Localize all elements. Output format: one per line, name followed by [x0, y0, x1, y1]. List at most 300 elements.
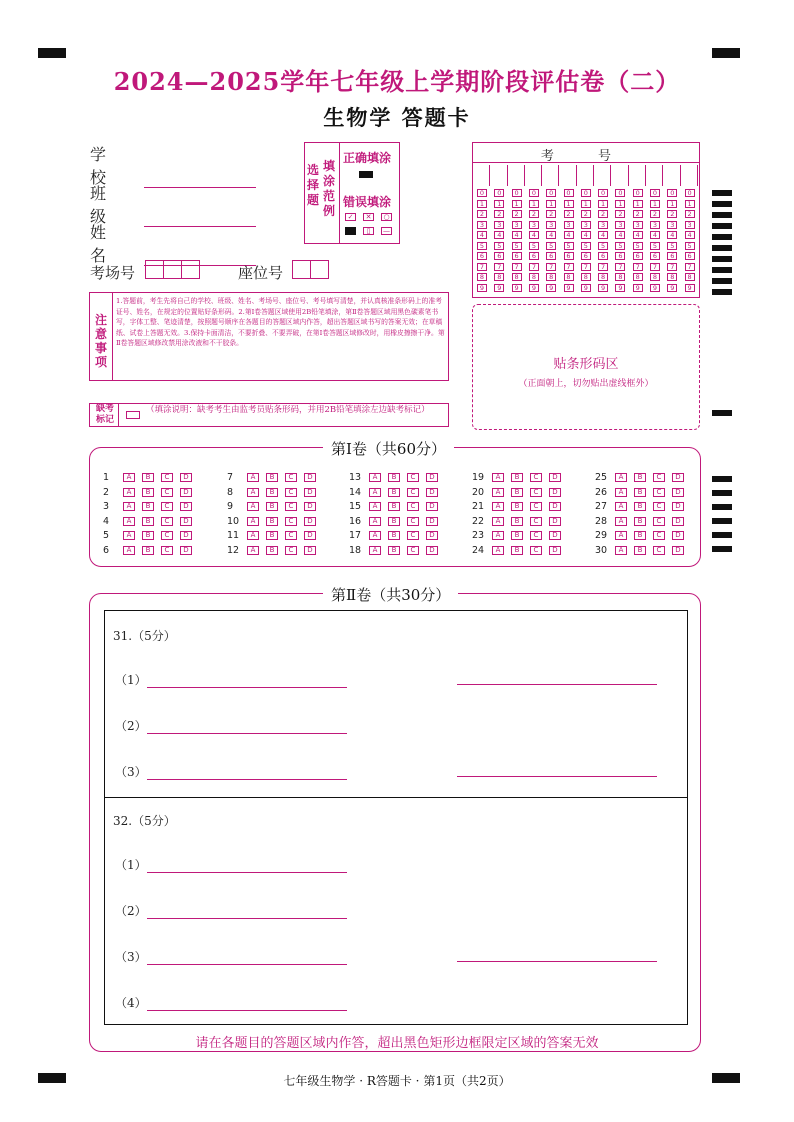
mc-option-bubble[interactable]: C [285, 502, 297, 511]
mc-option-bubble[interactable]: B [388, 517, 400, 526]
exam-digit-bubble[interactable]: 7 [667, 263, 677, 271]
exam-digit-bubble[interactable]: 6 [477, 252, 487, 260]
q32-sub-4[interactable] [115, 994, 347, 1011]
exam-digit-bubble[interactable]: 7 [650, 263, 660, 271]
mc-option-bubble[interactable]: C [161, 502, 173, 511]
exam-digit-bubble[interactable]: 5 [494, 242, 504, 250]
mc-option-bubble[interactable]: D [549, 502, 561, 511]
exam-digit-cell[interactable] [577, 165, 594, 186]
exam-digit-bubble[interactable]: 3 [477, 221, 487, 229]
exam-digit-bubble[interactable]: 3 [546, 221, 556, 229]
mc-option-bubble[interactable]: D [180, 502, 192, 511]
answer-area-32[interactable] [104, 797, 688, 1025]
exam-digit-bubble[interactable]: 6 [581, 252, 591, 260]
exam-digit-bubble[interactable]: 1 [564, 200, 574, 208]
exam-digit-bubble[interactable]: 1 [615, 200, 625, 208]
exam-digit-bubble[interactable]: 9 [512, 284, 522, 292]
exam-digit-bubble[interactable]: 8 [633, 273, 643, 281]
exam-digit-bubble[interactable]: 9 [581, 284, 591, 292]
exam-digit-bubble[interactable]: 6 [564, 252, 574, 260]
class-label: 班级 [90, 184, 121, 226]
exam-digit-bubble[interactable]: 8 [529, 273, 539, 281]
mc-option-bubble[interactable]: C [653, 488, 665, 497]
exam-digit-bubble[interactable]: 4 [633, 231, 643, 239]
exam-digit-bubble[interactable]: 4 [581, 231, 591, 239]
mc-option-bubble[interactable]: D [180, 488, 192, 497]
mc-option-bubble[interactable]: A [492, 473, 504, 482]
mc-option-bubble[interactable]: B [142, 502, 154, 511]
exam-digit-bubble[interactable]: 2 [477, 210, 487, 218]
mc-option-bubble[interactable]: B [634, 517, 646, 526]
exam-digit-bubble[interactable]: 5 [685, 242, 695, 250]
mc-option-bubble[interactable]: D [672, 488, 684, 497]
exam-digit-bubble[interactable]: 6 [633, 252, 643, 260]
mc-option-bubble[interactable]: D [672, 502, 684, 511]
mc-option-bubble[interactable]: C [161, 488, 173, 497]
exam-digit-bubble[interactable]: 2 [685, 210, 695, 218]
answer-area-31[interactable] [104, 610, 688, 798]
exam-digit-bubble[interactable]: 2 [581, 210, 591, 218]
mc-question-row [349, 545, 445, 556]
mc-question-row [595, 530, 691, 541]
mc-option-bubble[interactable]: D [426, 488, 438, 497]
mc-option-bubble[interactable]: B [266, 546, 278, 555]
exam-digit-bubble[interactable]: 0 [581, 189, 591, 197]
mc-option-bubble[interactable]: C [285, 517, 297, 526]
exam-digit-bubble[interactable]: 3 [615, 221, 625, 229]
exam-digit-bubble[interactable]: 4 [477, 231, 487, 239]
exam-digit-bubble[interactable]: 1 [598, 200, 608, 208]
exam-digit-bubble[interactable]: 2 [667, 210, 677, 218]
mc-option-bubble[interactable]: A [492, 502, 504, 511]
mc-option-bubble[interactable]: B [142, 517, 154, 526]
mc-option-bubble[interactable]: A [369, 488, 381, 497]
exam-digit-bubble[interactable]: 3 [650, 221, 660, 229]
exam-digit-bubble[interactable]: 5 [564, 242, 574, 250]
mc-option-bubble[interactable]: B [634, 546, 646, 555]
exam-digit-bubble[interactable]: 8 [598, 273, 608, 281]
mc-option-bubble[interactable]: B [142, 546, 154, 555]
mc-option-bubble[interactable]: A [123, 502, 135, 511]
mc-option-bubble[interactable]: A [247, 488, 259, 497]
mc-option-bubble[interactable]: A [615, 502, 627, 511]
exam-digit-bubble[interactable]: 4 [615, 231, 625, 239]
exam-digit-bubble[interactable]: 6 [598, 252, 608, 260]
exam-digit-bubble[interactable]: 1 [494, 200, 504, 208]
exam-digit-bubble[interactable]: 3 [581, 221, 591, 229]
mc-option-bubble[interactable]: A [492, 517, 504, 526]
mc-option-bubble[interactable]: A [369, 546, 381, 555]
exam-digit-cell[interactable] [473, 165, 490, 186]
exam-digit-bubble[interactable]: 3 [494, 221, 504, 229]
exam-digit-bubble[interactable]: 0 [477, 189, 487, 197]
exam-digit-bubble[interactable]: 9 [494, 284, 504, 292]
half-icon: ▯ [363, 227, 374, 235]
mc-option-bubble[interactable]: C [407, 517, 419, 526]
timing-mark [712, 532, 732, 538]
exam-digit-bubble[interactable]: 2 [546, 210, 556, 218]
mc-option-bubble[interactable]: A [369, 517, 381, 526]
mc-option-bubble[interactable]: D [180, 517, 192, 526]
exam-digit-bubble[interactable]: 2 [494, 210, 504, 218]
q32-sub-3[interactable] [115, 948, 347, 965]
mc-option-bubble[interactable]: D [304, 502, 316, 511]
exam-digit-bubble[interactable]: 7 [633, 263, 643, 271]
exam-digit-bubble[interactable]: 2 [564, 210, 574, 218]
mc-option-bubble[interactable]: A [247, 531, 259, 540]
mc-option-bubble[interactable]: D [304, 488, 316, 497]
exam-digit-bubble[interactable]: 9 [546, 284, 556, 292]
exam-digit-bubble[interactable]: 9 [564, 284, 574, 292]
exam-digit-bubble[interactable]: 8 [477, 273, 487, 281]
mc-option-bubble[interactable]: D [549, 488, 561, 497]
mc-option-bubble[interactable]: C [407, 488, 419, 497]
mc-option-bubble[interactable]: B [388, 546, 400, 555]
exam-digit-bubble[interactable]: 2 [633, 210, 643, 218]
exam-digit-bubble[interactable]: 0 [494, 189, 504, 197]
exam-digit-bubble[interactable]: 2 [650, 210, 660, 218]
exam-digit-bubble[interactable]: 5 [581, 242, 591, 250]
mc-option-bubble[interactable]: C [653, 517, 665, 526]
exam-digit-bubble[interactable]: 8 [512, 273, 522, 281]
mc-option-bubble[interactable]: D [304, 546, 316, 555]
exam-digit-bubble[interactable]: 0 [667, 189, 677, 197]
exam-digit-bubble[interactable]: 3 [598, 221, 608, 229]
exam-digit-bubble[interactable]: 6 [546, 252, 556, 260]
mc-option-bubble[interactable]: C [530, 546, 542, 555]
exam-digit-bubble[interactable]: 7 [564, 263, 574, 271]
exam-digit-bubble[interactable]: 9 [529, 284, 539, 292]
exam-digit-cell[interactable] [542, 165, 559, 186]
mc-option-bubble[interactable]: C [161, 517, 173, 526]
mc-option-bubble[interactable]: A [123, 517, 135, 526]
exam-digit-bubble[interactable]: 9 [615, 284, 625, 292]
mc-option-bubble[interactable]: A [123, 546, 135, 555]
exam-digit-bubble[interactable]: 4 [529, 231, 539, 239]
mc-option-bubble[interactable]: B [511, 488, 523, 497]
exam-digit-bubble[interactable]: 1 [546, 200, 556, 208]
mc-question-row [472, 530, 568, 541]
q31-sub-1-line-2[interactable] [457, 684, 657, 685]
exam-digit-bubble[interactable]: 2 [512, 210, 522, 218]
page-footer: 七年级生物学 · R答题卡 · 第1页（共2页） [283, 1074, 511, 1088]
exam-digit-bubble[interactable]: 8 [494, 273, 504, 281]
q32-sub-1[interactable] [115, 856, 347, 873]
seat-cells[interactable] [293, 260, 329, 279]
exam-digit-bubble[interactable]: 3 [564, 221, 574, 229]
mc-option-bubble[interactable]: D [549, 517, 561, 526]
mc-option-bubble[interactable]: B [388, 488, 400, 497]
mc-option-bubble[interactable]: A [247, 517, 259, 526]
mc-option-bubble[interactable]: A [492, 531, 504, 540]
mc-option-bubble[interactable]: D [549, 546, 561, 555]
exam-digit-bubble[interactable]: 5 [650, 242, 660, 250]
mc-option-bubble[interactable]: C [653, 546, 665, 555]
mc-option-bubble[interactable]: C [407, 546, 419, 555]
exam-room-cells[interactable] [146, 260, 200, 279]
mc-option-bubble[interactable]: A [369, 502, 381, 511]
exam-digit-bubble[interactable]: 6 [512, 252, 522, 260]
exam-digit-bubble[interactable]: 0 [529, 189, 539, 197]
exam-digit-bubble[interactable]: 2 [615, 210, 625, 218]
timing-mark [712, 190, 732, 196]
exam-digit-bubble[interactable]: 4 [685, 231, 695, 239]
exam-digit-bubble[interactable]: 7 [598, 263, 608, 271]
exam-digit-bubble[interactable]: 4 [546, 231, 556, 239]
exam-digit-bubble[interactable]: 7 [512, 263, 522, 271]
mc-option-bubble[interactable]: D [426, 502, 438, 511]
mc-question-number: 6 [103, 545, 110, 556]
exam-digit-bubble[interactable]: 4 [598, 231, 608, 239]
mc-option-bubble[interactable]: B [511, 531, 523, 540]
mc-option-bubble[interactable]: C [285, 488, 297, 497]
timing-mark [712, 278, 732, 284]
mc-option-bubble[interactable]: C [161, 546, 173, 555]
exam-digit-bubble[interactable]: 8 [685, 273, 695, 281]
mc-question-row [472, 516, 568, 527]
exam-digit-bubble[interactable]: 7 [581, 263, 591, 271]
exam-digit-bubble[interactable]: 6 [650, 252, 660, 260]
exam-digit-bubble[interactable]: 3 [512, 221, 522, 229]
mc-option-bubble[interactable]: A [615, 488, 627, 497]
notes-box [89, 292, 449, 381]
fill-side-label-2: 填涂范例 [323, 159, 336, 218]
mc-option-bubble[interactable]: B [511, 546, 523, 555]
mc-option-bubble[interactable]: B [266, 502, 278, 511]
exam-digit-bubble[interactable]: 0 [615, 189, 625, 197]
mc-option-bubble[interactable]: B [388, 473, 400, 482]
mc-option-bubble[interactable]: D [672, 473, 684, 482]
mc-option-bubble[interactable]: D [672, 531, 684, 540]
exam-digit-bubble[interactable]: 7 [494, 263, 504, 271]
mc-option-bubble[interactable]: C [530, 531, 542, 540]
exam-digit-bubble[interactable]: 9 [650, 284, 660, 292]
exam-digit-bubble[interactable]: 6 [615, 252, 625, 260]
exam-digit-bubble[interactable]: 9 [633, 284, 643, 292]
exam-digit-bubble[interactable]: 1 [633, 200, 643, 208]
exam-digit-bubble[interactable]: 4 [494, 231, 504, 239]
exam-digit-bubble[interactable]: 5 [512, 242, 522, 250]
mc-option-bubble[interactable]: A [615, 517, 627, 526]
mc-option-bubble[interactable]: D [180, 531, 192, 540]
mc-option-bubble[interactable]: D [672, 517, 684, 526]
mc-option-bubble[interactable]: B [266, 488, 278, 497]
timing-mark [712, 234, 732, 240]
mc-option-bubble[interactable]: D [549, 531, 561, 540]
exam-digit-bubble[interactable]: 0 [633, 189, 643, 197]
exam-digit-bubble[interactable]: 1 [477, 200, 487, 208]
mc-option-bubble[interactable]: A [615, 531, 627, 540]
exam-digit-bubble[interactable]: 5 [633, 242, 643, 250]
exam-digit-cell[interactable] [525, 165, 542, 186]
exam-digit-bubble[interactable]: 3 [667, 221, 677, 229]
exam-digit-bubble[interactable]: 8 [546, 273, 556, 281]
mc-option-bubble[interactable]: C [530, 488, 542, 497]
exam-digit-bubble[interactable]: 5 [477, 242, 487, 250]
exam-digit-bubble[interactable]: 3 [529, 221, 539, 229]
exam-digit-bubble[interactable]: 7 [546, 263, 556, 271]
mc-option-bubble[interactable]: B [511, 517, 523, 526]
mc-option-bubble[interactable]: A [247, 502, 259, 511]
mc-option-bubble[interactable]: B [634, 488, 646, 497]
mc-question-number: 25 [595, 472, 608, 483]
mc-option-bubble[interactable]: C [161, 531, 173, 540]
absent-checkbox[interactable] [126, 411, 140, 419]
exam-digit-bubble[interactable]: 4 [650, 231, 660, 239]
mc-option-bubble[interactable]: A [369, 473, 381, 482]
mc-option-bubble[interactable]: C [285, 473, 297, 482]
mc-option-bubble[interactable]: A [492, 488, 504, 497]
mc-option-bubble[interactable]: D [672, 546, 684, 555]
exam-digit-bubble[interactable]: 1 [650, 200, 660, 208]
mc-option-bubble[interactable]: A [615, 473, 627, 482]
mc-option-bubble[interactable]: B [634, 531, 646, 540]
mc-option-bubble[interactable]: D [304, 531, 316, 540]
mc-option-bubble[interactable]: D [304, 517, 316, 526]
exam-digit-bubble[interactable]: 6 [685, 252, 695, 260]
exam-digit-cell[interactable] [629, 165, 646, 186]
mc-option-bubble[interactable]: A [492, 546, 504, 555]
q32-sub-3-line-2[interactable] [457, 961, 657, 962]
exam-digit-bubble[interactable]: 1 [529, 200, 539, 208]
timing-mark [712, 410, 732, 416]
q32-sub-1-label: （1） [115, 858, 147, 872]
exam-digit-bubble[interactable]: 1 [512, 200, 522, 208]
mc-option-bubble[interactable]: A [247, 546, 259, 555]
exam-digit-bubble[interactable]: 0 [512, 189, 522, 197]
exam-digit-bubble[interactable]: 9 [598, 284, 608, 292]
exam-digit-bubble[interactable]: 7 [529, 263, 539, 271]
exam-digit-bubble[interactable]: 8 [650, 273, 660, 281]
mc-option-bubble[interactable]: C [161, 473, 173, 482]
mc-option-bubble[interactable]: B [634, 502, 646, 511]
exam-digit-bubble[interactable]: 8 [615, 273, 625, 281]
mc-option-bubble[interactable]: B [142, 488, 154, 497]
exam-digit-bubble[interactable]: 8 [667, 273, 677, 281]
mc-option-bubble[interactable]: D [426, 517, 438, 526]
mc-question-row [349, 501, 445, 512]
mc-option-bubble[interactable]: B [142, 473, 154, 482]
exam-digit-bubble[interactable]: 3 [633, 221, 643, 229]
q31-sub-3-line-2[interactable] [457, 776, 657, 777]
mc-option-bubble[interactable]: C [285, 531, 297, 540]
mc-option-bubble[interactable]: D [549, 473, 561, 482]
exam-digit-bubble[interactable]: 8 [581, 273, 591, 281]
mc-question-row [472, 487, 568, 498]
mc-option-bubble[interactable]: C [530, 473, 542, 482]
exam-digit-bubble[interactable]: 5 [529, 242, 539, 250]
mc-option-bubble[interactable]: A [123, 488, 135, 497]
exam-digit-bubble[interactable]: 5 [546, 242, 556, 250]
mc-option-bubble[interactable]: C [407, 531, 419, 540]
exam-digit-bubble[interactable]: 0 [598, 189, 608, 197]
exam-digit-bubble[interactable]: 0 [685, 189, 695, 197]
mc-option-bubble[interactable]: C [530, 502, 542, 511]
mc-option-bubble[interactable]: B [142, 531, 154, 540]
exam-digit-cell[interactable] [611, 165, 628, 186]
exam-digit-cell[interactable] [663, 165, 680, 186]
mc-option-bubble[interactable]: C [285, 546, 297, 555]
exam-digit-bubble[interactable]: 1 [581, 200, 591, 208]
mc-option-bubble[interactable]: D [180, 473, 192, 482]
q31-sub-3[interactable] [115, 763, 347, 780]
notes-side-label: 注意事项 [95, 313, 108, 369]
exam-digit-cell[interactable] [681, 165, 698, 186]
mc-option-bubble[interactable]: D [304, 473, 316, 482]
q31-sub-1[interactable] [115, 671, 347, 688]
exam-digit-bubble[interactable]: 3 [685, 221, 695, 229]
exam-digit-bubble[interactable]: 9 [477, 284, 487, 292]
mc-option-bubble[interactable]: B [266, 517, 278, 526]
q32-sub-2[interactable] [115, 902, 347, 919]
exam-digit-bubble[interactable]: 1 [667, 200, 677, 208]
mc-option-bubble[interactable]: B [266, 531, 278, 540]
mc-option-bubble[interactable]: A [123, 473, 135, 482]
exam-digit-bubble[interactable]: 4 [512, 231, 522, 239]
mc-option-bubble[interactable]: A [369, 531, 381, 540]
mc-option-bubble[interactable]: C [653, 531, 665, 540]
exam-digit-cell[interactable] [646, 165, 663, 186]
exam-digit-cell[interactable] [490, 165, 507, 186]
exam-digit-cell[interactable] [594, 165, 611, 186]
mc-option-bubble[interactable]: C [407, 473, 419, 482]
exam-digit-bubble[interactable]: 2 [529, 210, 539, 218]
exam-digit-bubble[interactable]: 0 [564, 189, 574, 197]
mc-option-bubble[interactable]: D [426, 546, 438, 555]
mc-option-bubble[interactable]: C [653, 473, 665, 482]
mc-option-bubble[interactable]: A [123, 531, 135, 540]
exam-digit-bubble[interactable]: 6 [529, 252, 539, 260]
exam-digit-bubble[interactable]: 6 [667, 252, 677, 260]
timing-mark [712, 267, 732, 273]
exam-digit-bubble[interactable]: 9 [685, 284, 695, 292]
mc-option-bubble[interactable]: D [180, 546, 192, 555]
exam-digit-bubble[interactable]: 4 [667, 231, 677, 239]
exam-digit-bubble[interactable]: 8 [564, 273, 574, 281]
exam-digit-bubble[interactable]: 5 [667, 242, 677, 250]
mc-option-bubble[interactable]: B [266, 473, 278, 482]
exam-digit-cell[interactable] [508, 165, 525, 186]
exam-digit-bubble[interactable]: 7 [685, 263, 695, 271]
exam-digit-bubble[interactable]: 5 [598, 242, 608, 250]
name-label: 姓名 [90, 223, 121, 265]
mc-option-bubble[interactable]: D [426, 531, 438, 540]
exam-digit-bubble[interactable]: 5 [615, 242, 625, 250]
mc-option-bubble[interactable]: C [407, 502, 419, 511]
exam-digit-bubble[interactable]: 0 [546, 189, 556, 197]
exam-digit-bubble[interactable]: 2 [598, 210, 608, 218]
mc-option-bubble[interactable]: C [530, 517, 542, 526]
mc-option-bubble[interactable]: B [388, 502, 400, 511]
exam-digit-cell[interactable] [560, 165, 577, 186]
mc-option-bubble[interactable]: A [247, 473, 259, 482]
exam-digit-bubble[interactable]: 9 [667, 284, 677, 292]
exam-digit-bubble[interactable]: 1 [685, 200, 695, 208]
q31-sub-2[interactable] [115, 717, 347, 734]
exam-digit-bubble[interactable]: 6 [494, 252, 504, 260]
exam-digit-bubble[interactable]: 7 [477, 263, 487, 271]
exam-digit-bubble[interactable]: 0 [650, 189, 660, 197]
mc-option-bubble[interactable]: C [653, 502, 665, 511]
exam-digit-bubble[interactable]: 7 [615, 263, 625, 271]
mc-option-bubble[interactable]: A [615, 546, 627, 555]
mc-option-bubble[interactable]: B [511, 502, 523, 511]
exam-digit-bubble[interactable]: 4 [564, 231, 574, 239]
mc-option-bubble[interactable]: B [388, 531, 400, 540]
mc-option-bubble[interactable]: B [634, 473, 646, 482]
mc-option-bubble[interactable]: B [511, 473, 523, 482]
mc-option-bubble[interactable]: D [426, 473, 438, 482]
